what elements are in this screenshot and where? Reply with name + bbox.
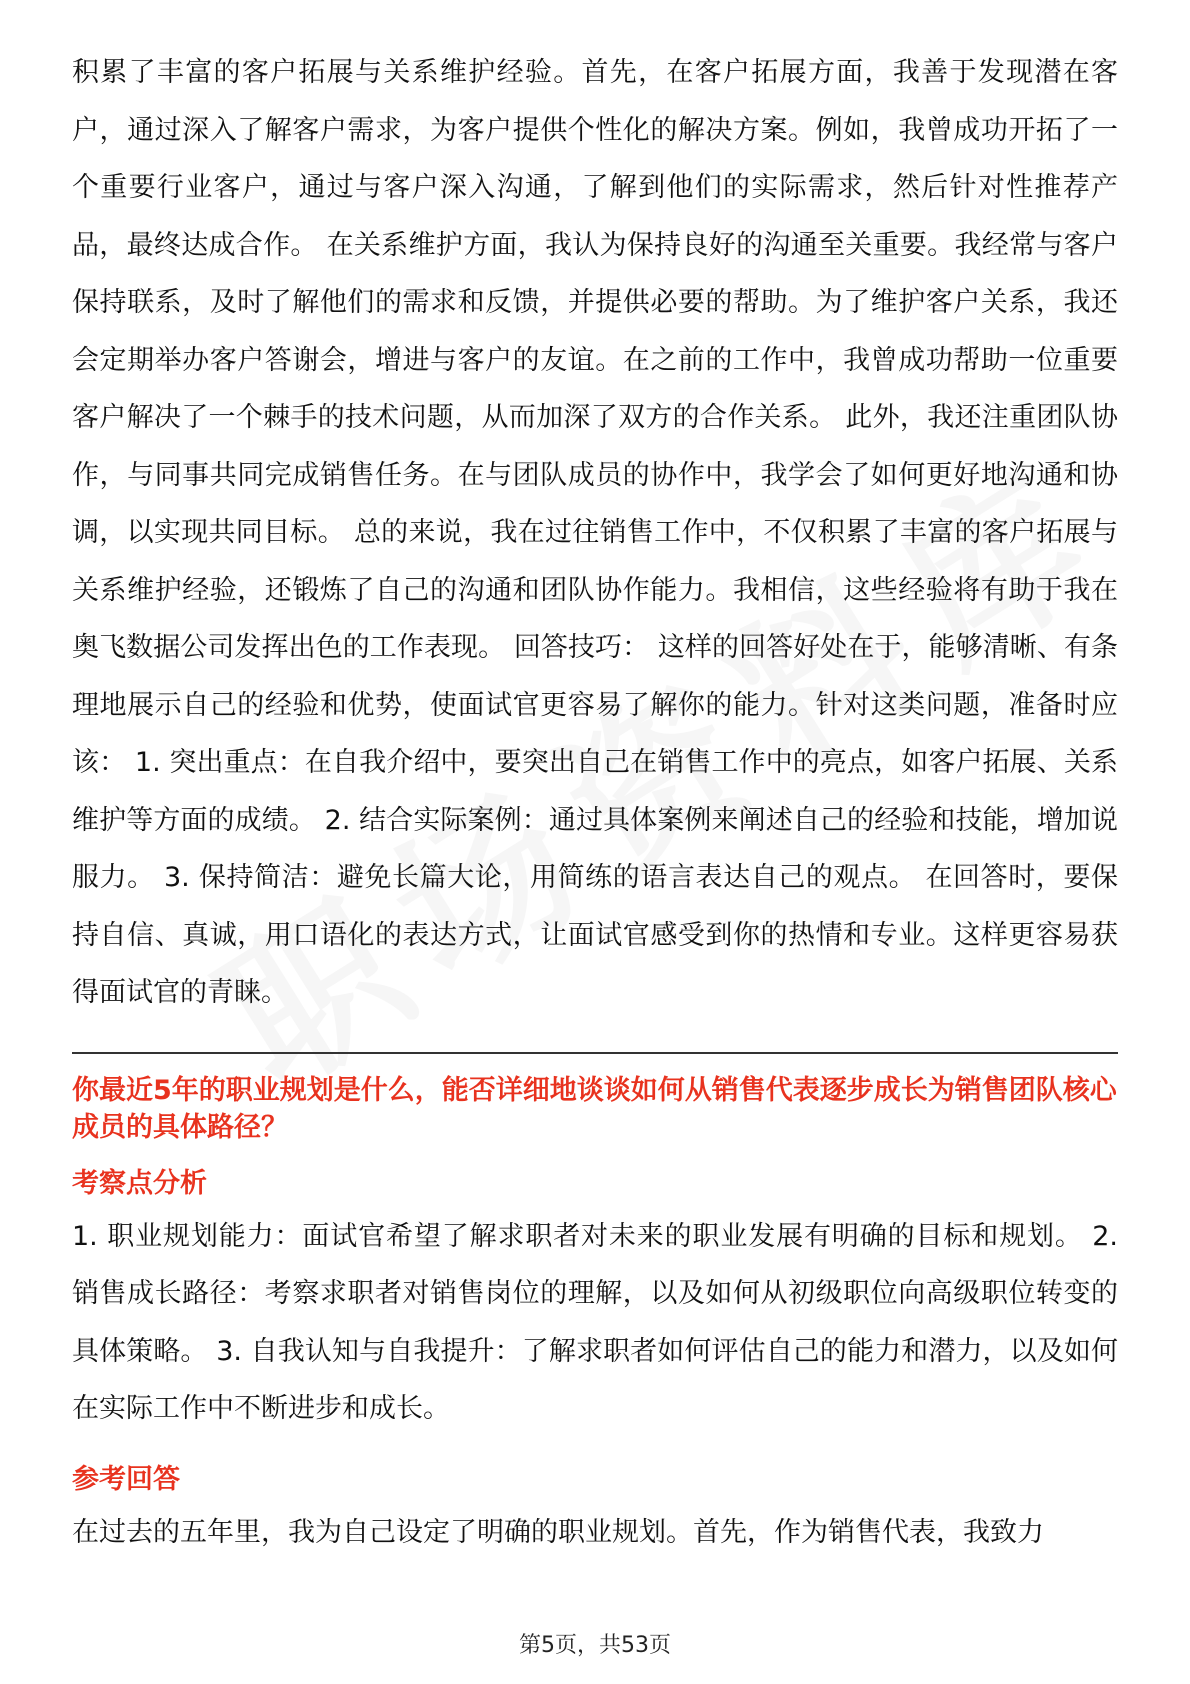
section-divider	[72, 1052, 1118, 1054]
page-number-footer: 第5页，共53页	[519, 1633, 671, 1658]
document-page	[72, 44, 1118, 1561]
analysis-text: 1. 职业规划能力：面试官希望了解求职者对未来的职业发展有明确的目标和规划。 2. 销售成长路径：考察求职者对销售岗位的理解，以及如何从初级职位向高级职位转变的具体策略。 3. 自我认知与自我提升：了解求职者如何评估自己的能力和潜力，以及如何在实际工作中不断进步和成长。	[72, 1220, 1118, 1424]
question-title: 你最近5年的职业规划是什么，能否详细地谈谈如何从销售代表逐步成长为销售团队核心成员的具体路径？	[72, 1074, 1117, 1143]
analysis-heading: 考察点分析	[72, 1167, 207, 1199]
answer-text: 在过去的五年里，我为自己设定了明确的职业规划。首先，作为销售代表，我致力	[72, 1516, 1044, 1548]
answer-heading: 参考回答	[72, 1463, 180, 1495]
continuation-paragraph: 积累了丰富的客户拓展与关系维护经验。首先，在客户拓展方面，我善于发现潜在客户，通过深入了解客户需求，为客户提供个性化的解决方案。例如，我曾成功开拓了一个重要行业客户，通过与客户深入沟通，了解到他们的实际需求，然后针对性推荐产品，最终达成合作。 在关系维护方面，我认为保持良好的沟通至关重要。我经常与客户保持联系，及时了解他们的需求和反馈，并提供必要的帮助。为了维护客户关系，我还会定期举办客户答谢会，增进与客户的友谊。在之前的工作中，我曾成功帮助一位重要客户解决了一个棘手的技术问题，从而加深了双方的合作关系。 此外，我还注重团队协作，与同事共同完成销售任务。在与团队成员的协作中，我学会了如何更好地沟通和协调，以实现共同目标。 总的来说，我在过往销售工作中，不仅积累了丰富的客户拓展与关系维护经验，还锻炼了自己的沟通和团队协作能力。我相信，这些经验将有助于我在奥飞数据公司发挥出色的工作表现。 回答技巧： 这样的回答好处在于，能够清晰、有条理地展示自己的经验和优势，使面试官更容易了解你的能力。针对这类问题，准备时应该： 1. 突出重点：在自我介绍中，要突出自己在销售工作中的亮点，如客户拓展、关系维护等方面的成绩。 2. 结合实际案例：通过具体案例来阐述自己的经验和技能，增加说服力。 3. 保持简洁：避免长篇大论，用简练的语言表达自己的观点。 在回答时，要保持自信、真诚，用口语化的表达方式，让面试官感受到你的热情和专业。这样更容易获得面试官的青睐。	[72, 57, 1118, 1008]
